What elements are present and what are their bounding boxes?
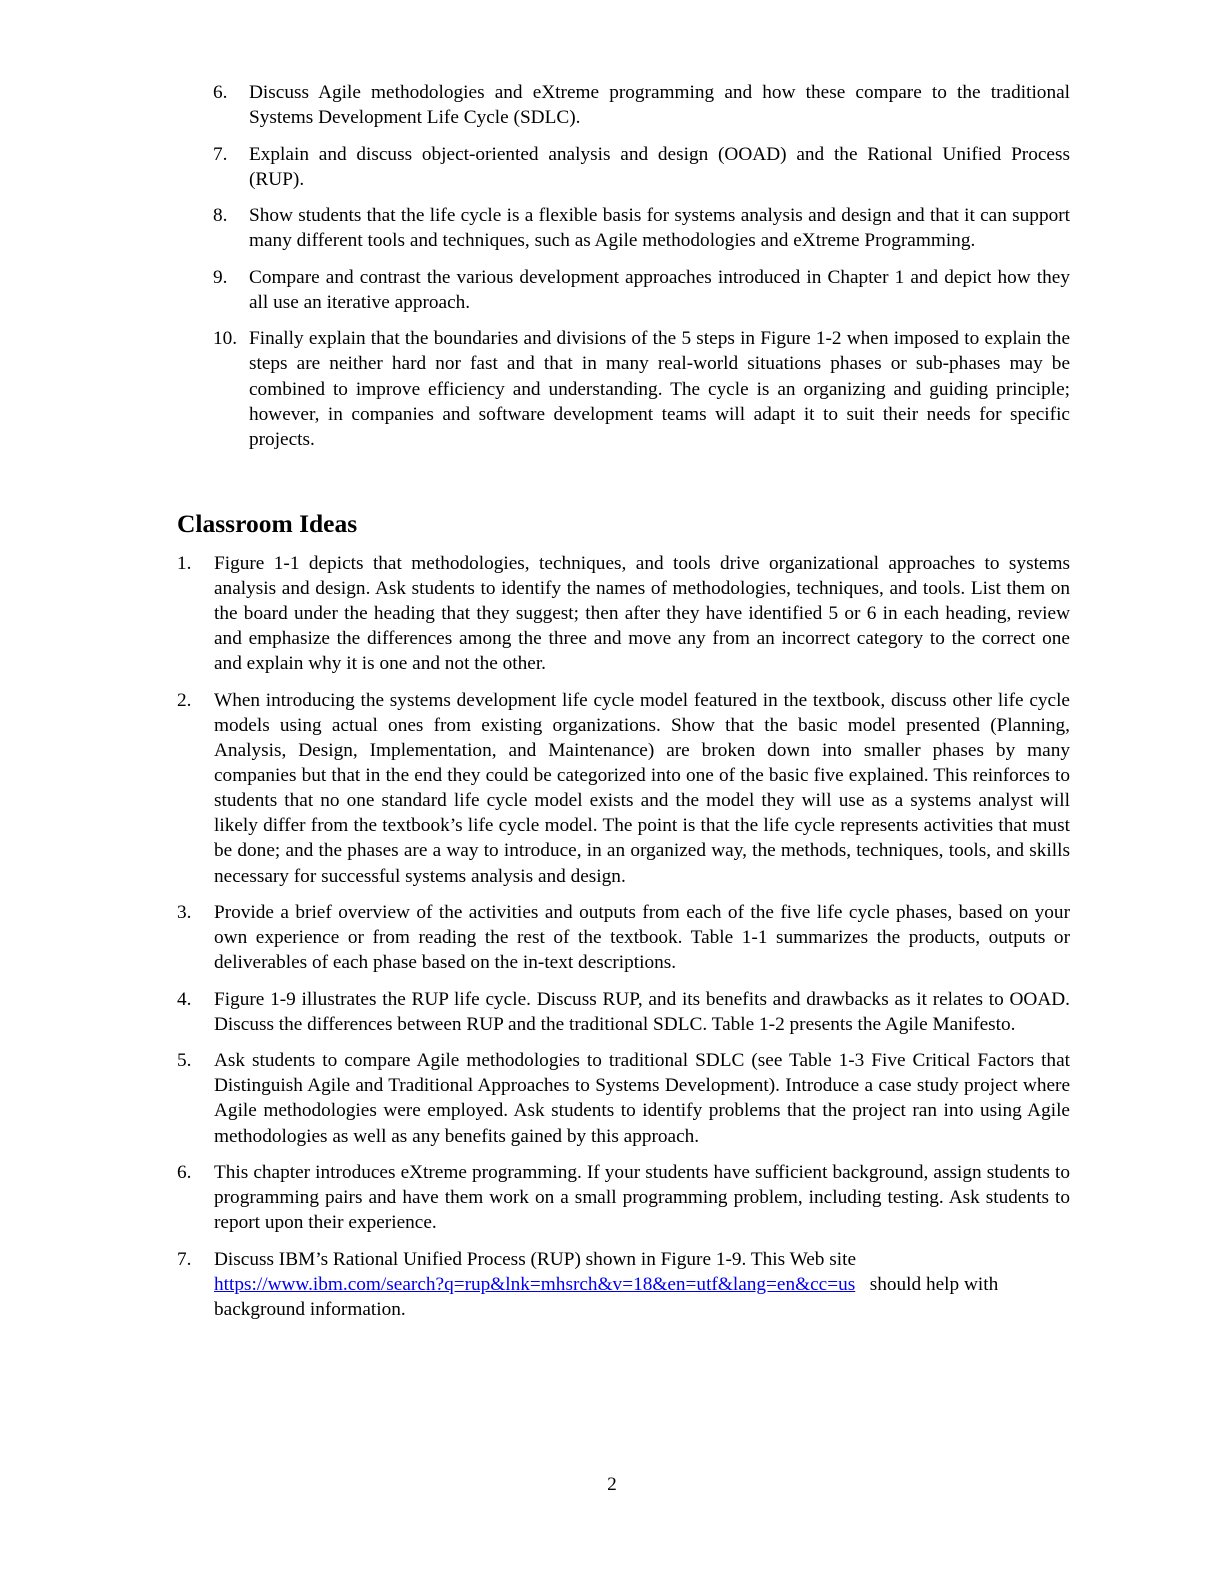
list-item [177,1247,1070,1322]
list-item-text: Figure 1-1 depicts that methodologies, techniques, and tools drive organizational approaches to systems analysis and design. Ask students to identify the names of methodologies, techniques, and tools. List them on the board under the heading that they suggest; then after they have identified 5 or 6 in each heading, review and emphasize the differences among the three and move any from an incorrect category to the correct one and explain why it is one and not the other. [214,553,1070,675]
objectives-list [213,80,1070,463]
list-item-text: Discuss IBM’s Rational Unified Process (RUP) shown in Figure 1-9. This Web site [214,1248,857,1270]
list-item [177,551,1070,676]
list-item [177,688,1070,889]
section-heading-classroom-ideas: Classroom Ideas [177,509,358,538]
list-item-text: Figure 1-9 illustrates the RUP life cycle. Discuss RUP, and its benefits and drawbacks as it relates to OOAD. Discuss the differences between RUP and the traditional SDLC. Table 1-2 presents the Agile Manifesto. [214,988,1070,1035]
list-item-number: 4. [177,988,192,1010]
list-item-text: This chapter introduces eXtreme programming. If your students have sufficient background, assign students to programming pairs and have them work on a small programming problem, including testing. Ask students to report upon their experience. [214,1162,1070,1234]
list-item-number: 6. [177,1162,192,1184]
ibm-rup-search-link[interactable]: https://www.ibm.com/search?q=rup&lnk=mhsrch&v=18&en=utf&lang=en&cc=us [214,1273,856,1295]
list-item-text: Provide a brief overview of the activities and outputs from each of the five life cycle phases, based on your own experience or from reading the rest of the textbook. Table 1-1 summarizes the products, outputs or deliverables of each phase based on the in-text descriptions. [214,902,1070,974]
list-item [213,265,1070,315]
list-item-number: 1. [177,553,192,574]
list-item-text: Finally explain that the boundaries and divisions of the 5 steps in Figure 1-2 when imposed to explain the steps are neither hard nor fast and that in many real-world situations phases or sub-phases may be combined to improve efficiency and understanding. The cycle is an organizing and guiding principle; however, in companies and software development teams will adapt it to suit their needs for specific projects. [249,328,1070,450]
list-item-text: Show students that the life cycle is a flexible basis for systems analysis and design and that it can support many different tools and techniques, such as Agile methodologies and eXtreme Programming. [249,205,1070,252]
list-item-number: 10. [213,328,238,350]
list-item-number: 7. [177,1248,192,1270]
list-item-number: 6. [213,82,228,103]
page-number: 2 [607,1474,617,1495]
list-item-number: 3. [177,902,192,923]
list-item-text: Discuss Agile methodologies and eXtreme programming and how these compare to the traditional Systems Development Life Cycle (SDLC). [249,82,1070,129]
classroom-ideas-list [177,551,1070,1333]
list-item-number: 2. [177,689,192,711]
list-item-number: 8. [213,205,228,227]
list-item [177,1160,1070,1235]
list-item [177,900,1070,975]
list-item-number: 7. [213,143,228,165]
list-item [213,80,1070,130]
list-item-text: Compare and contrast the various development approaches introduced in Chapter 1 and depict how they all use an iterative approach. [249,266,1070,313]
list-item-number: 5. [177,1050,192,1072]
list-item [213,203,1070,253]
list-item-text: Ask students to compare Agile methodologies to traditional SDLC (see Table 1-3 Five Critical Factors that Distinguish Agile and Traditional Approaches to Systems Development). Introduce a case study project where Agile methodologies were employed. Ask students to identify problems that the project ran into using Agile methodologies as well as any benefits gained by this approach. [214,1050,1070,1147]
list-item [177,987,1070,1037]
list-item [213,326,1070,451]
list-item-text-continued: should help with background information. [214,1273,999,1320]
list-item-number: 9. [213,266,228,288]
list-item-text: When introducing the systems development life cycle model featured in the textbook, discuss other life cycle models using actual ones from existing organizations. Show that the basic model presented (Planning, Analysis, Design, Implementation, and Maintenance) are broken down into smaller phases by many companies but that in the end they could be categorized into one of the basic five explained. This reinforces to students that no one standard life cycle model exists and the model they will use as a systems analyst will likely differ from the textbook’s life cycle model. The point is that the life cycle represents activities that must be done; and the phases are a way to introduce, in an organized way, the methods, techniques, tools, and skills necessary for successful systems analysis and design. [214,689,1070,887]
list-item [213,142,1070,192]
list-item [177,1048,1070,1148]
list-item-text: Explain and discuss object-oriented analysis and design (OOAD) and the Rational Unified Process (RUP). [249,143,1070,190]
